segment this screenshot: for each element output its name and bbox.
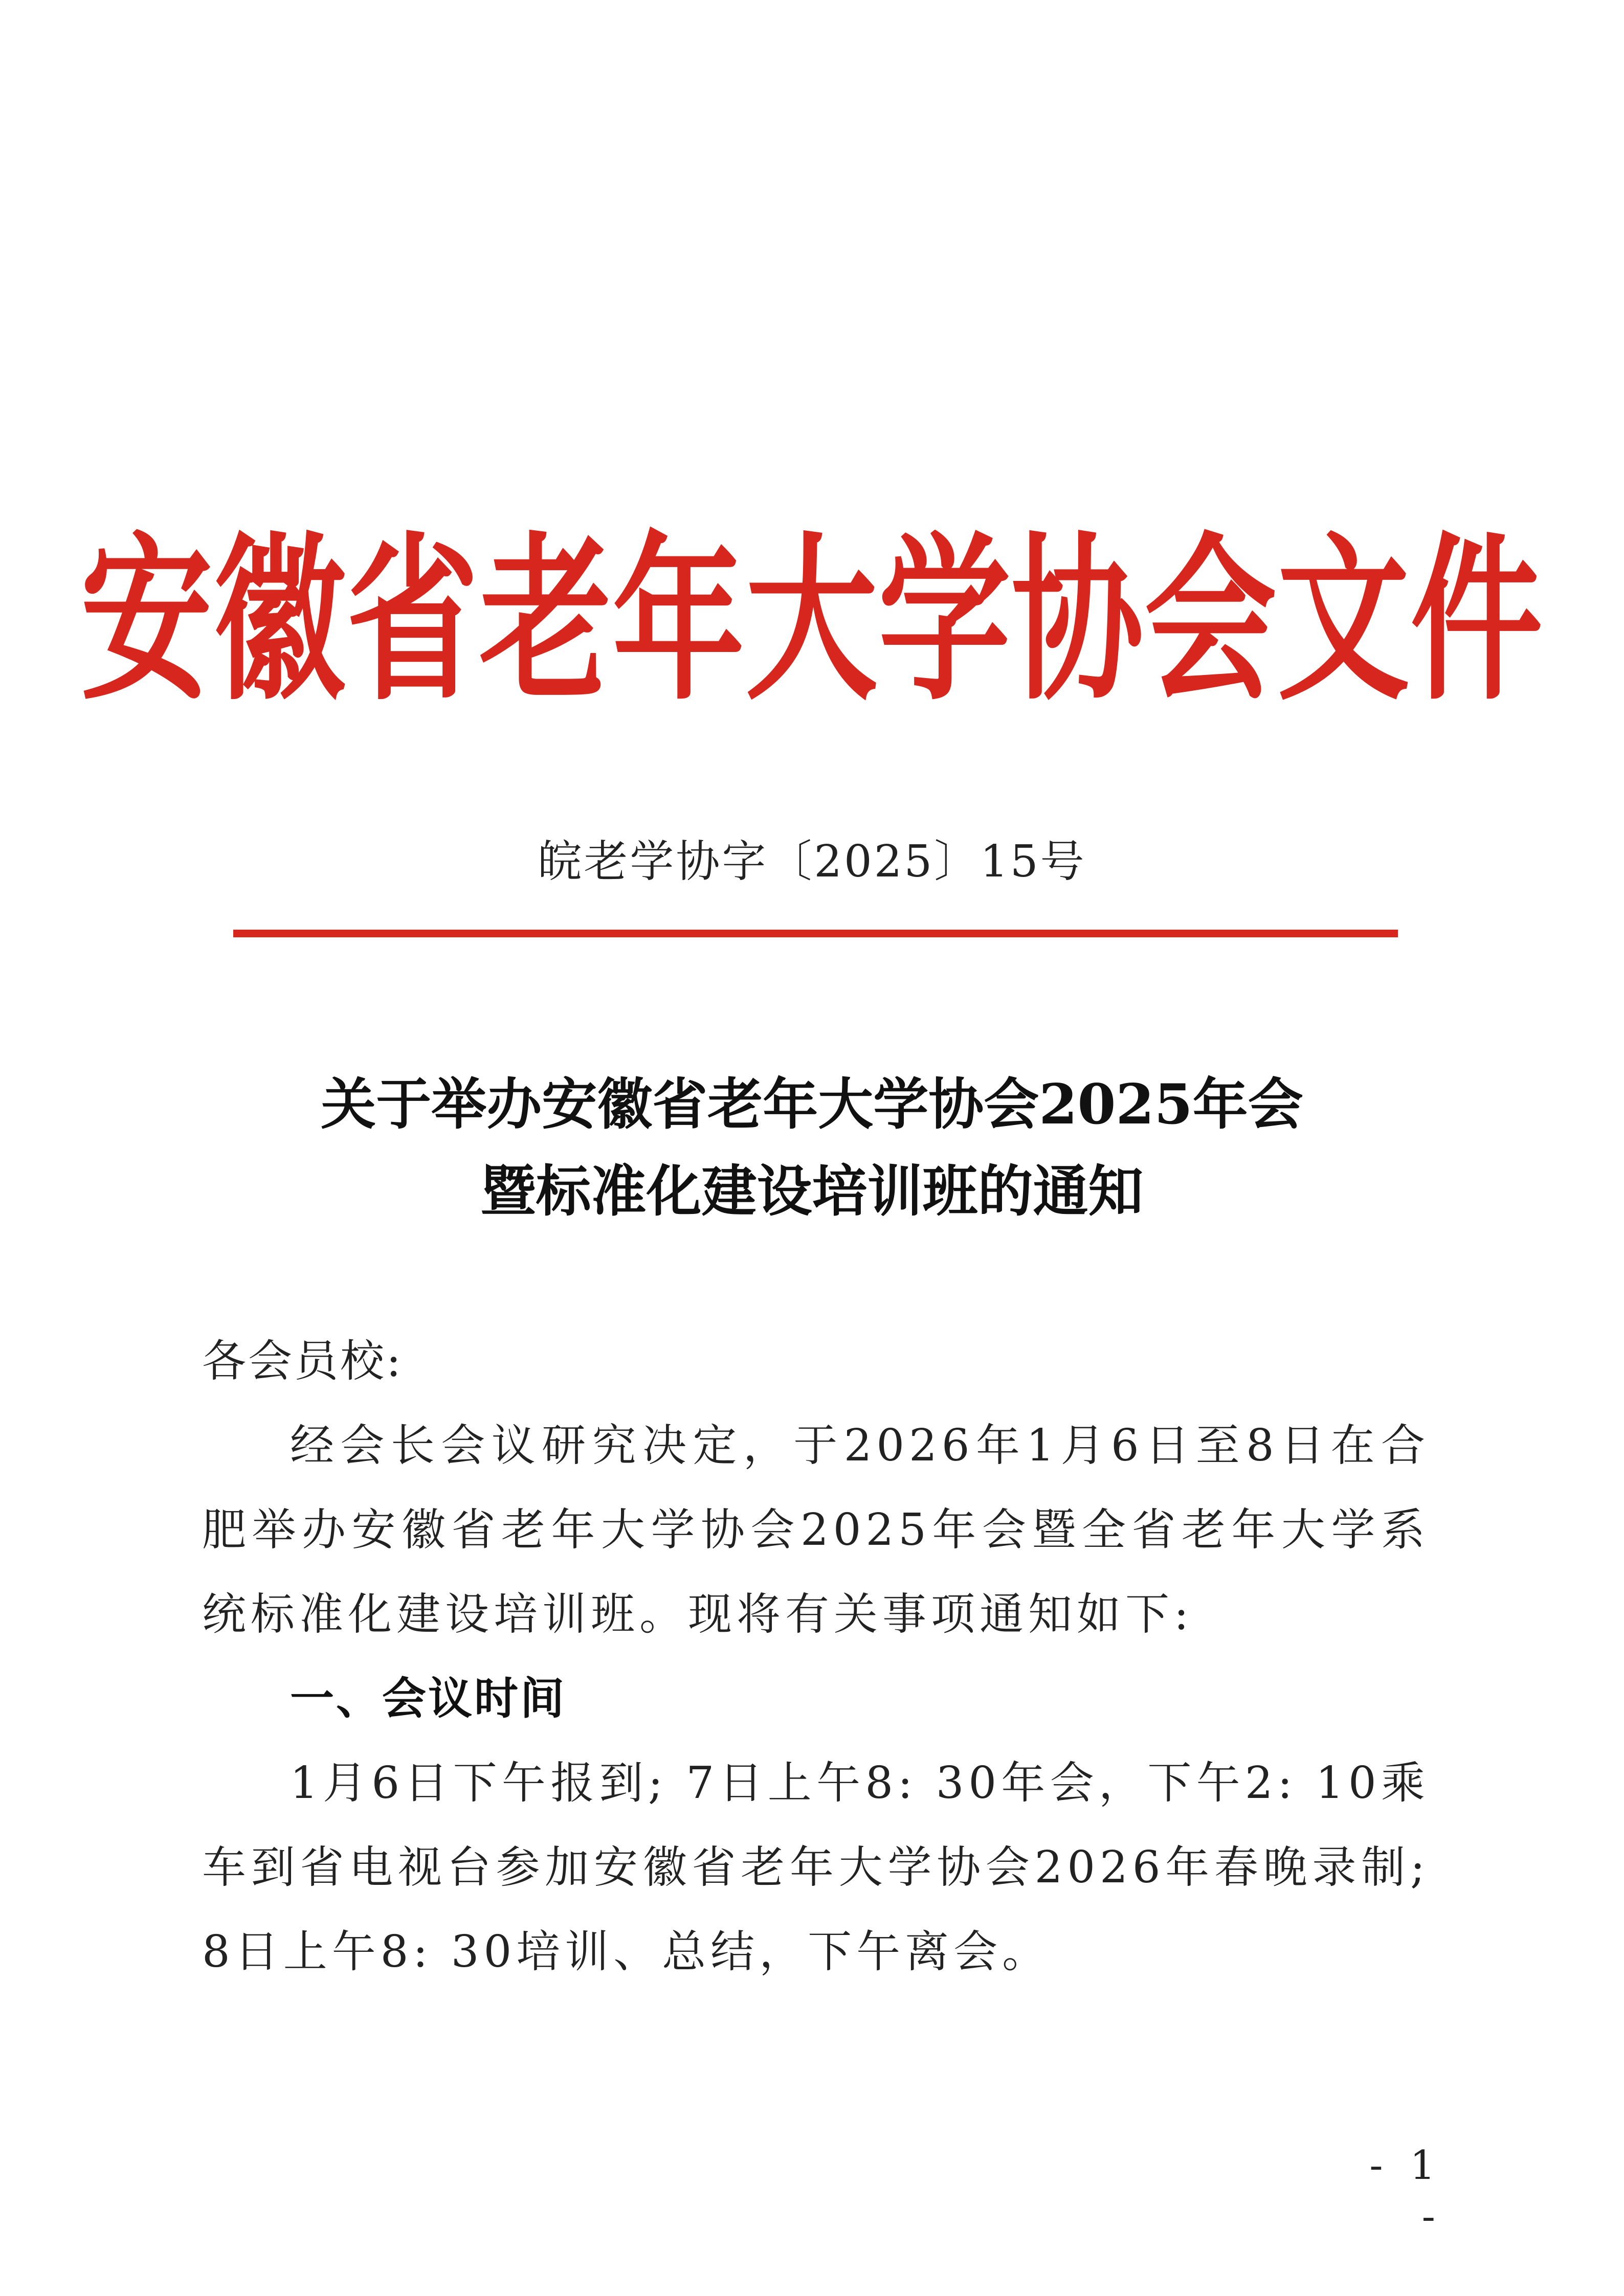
intro-paragraph: 经会长会议研究决定，于2026年1月6日至8日在合肥举办安徽省老年大学协会2025年会暨全省老年大学系统标准化建设培训班。现将有关事项通知如下:: [202, 1420, 1430, 1640]
meeting-time-paragraph: 1月6日下午报到; 7日上午8: 30年会，下午2: 10乘车到省电视台参加安徽省老年大学协会2026年春晚录制; 8日上午8: 30培训、总结，下午离会。: [202, 1758, 1430, 1977]
notice-title-line-2: 暨标准化建设培训班的通知: [480, 1159, 1144, 1224]
salutation: 各会员校:: [202, 1336, 403, 1387]
red-separator-rule: [233, 930, 1398, 937]
document-masthead: 安徽省老年大学协会文件: [80, 515, 1544, 725]
notice-title: [0, 1061, 1624, 1235]
notice-title-line-1: 关于举办安徽省老年大学协会2025年会: [321, 1072, 1303, 1137]
section-heading-meeting-time: 一、会议时间: [290, 1673, 566, 1724]
document-number: 皖老学协字〔2025〕15号: [538, 836, 1086, 887]
page-number: - 1 -: [1369, 2143, 1442, 2240]
